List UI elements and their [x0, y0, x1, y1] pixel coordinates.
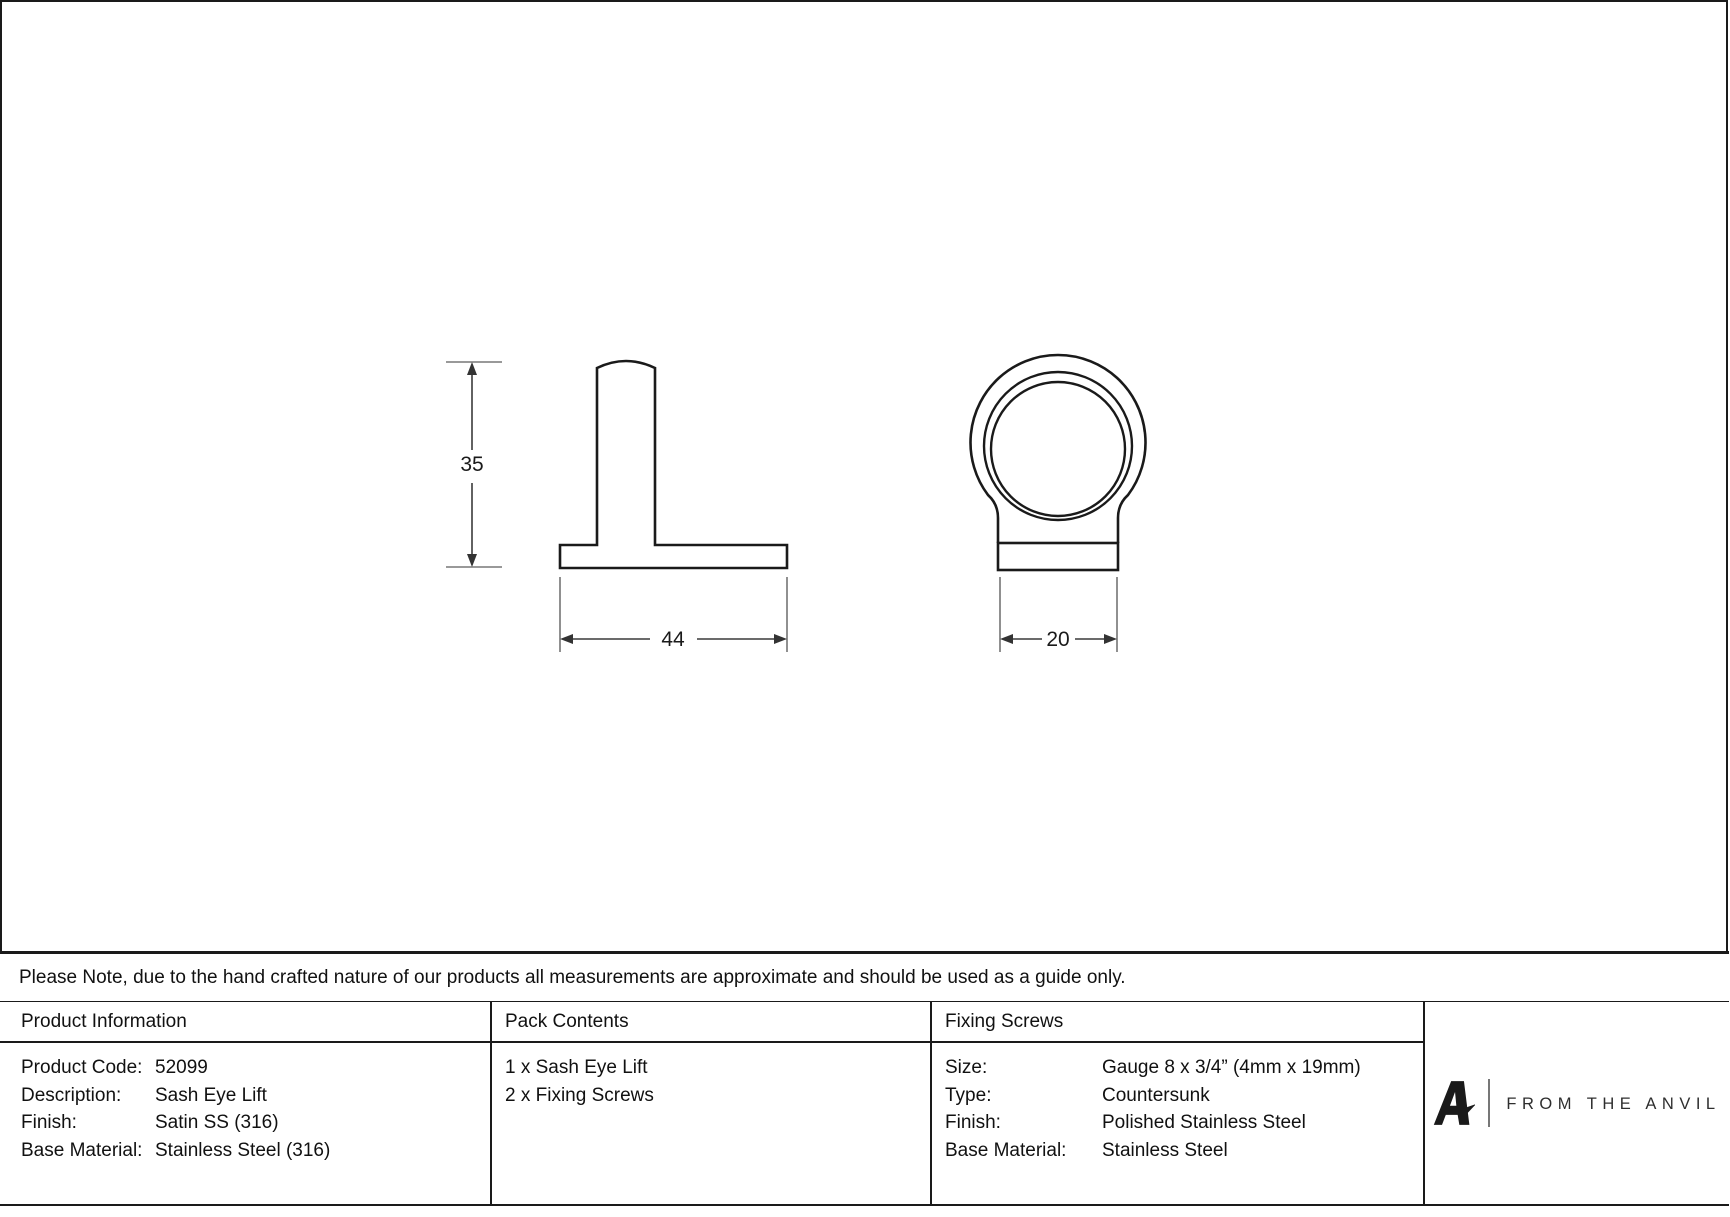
arrow-right-icon — [1104, 634, 1117, 644]
arrow-up-icon — [467, 362, 477, 375]
row-value: Gauge 8 x 3/4” (4mm x 19mm) — [1102, 1057, 1361, 1078]
dimension-height — [446, 362, 502, 567]
row-label: Type: — [945, 1084, 992, 1106]
row-label: Finish: — [21, 1112, 77, 1133]
anvil-a-icon — [1433, 1078, 1475, 1128]
row-value: Polished Stainless Steel — [1102, 1112, 1306, 1133]
row-label: Finish: — [945, 1112, 1001, 1133]
dimension-height-label: 35 — [460, 453, 484, 476]
brand-logo-cell — [1423, 1002, 1729, 1204]
dimension-width-side — [560, 577, 787, 652]
pack-contents-section — [490, 1002, 930, 1204]
measurement-note-row — [0, 951, 1729, 1003]
table-row — [0, 1137, 490, 1165]
row-label: Size: — [945, 1057, 988, 1078]
info-table — [0, 1002, 1729, 1206]
side-view-drawing — [560, 361, 787, 568]
brand-logo — [1433, 1078, 1720, 1128]
arrow-left-icon — [560, 634, 573, 644]
list-item: 1 x Sash Eye Lift — [505, 1057, 648, 1078]
row-label: Description: — [21, 1084, 122, 1106]
pack-contents-header: Pack Contents — [492, 1002, 930, 1043]
row-value: Countersunk — [1102, 1084, 1210, 1106]
table-row — [0, 1082, 490, 1110]
brand-name: FROM THE ANVIL — [1506, 1094, 1721, 1113]
arrow-left-icon — [1000, 634, 1013, 644]
row-label: Base Material: — [945, 1139, 1067, 1161]
table-row — [932, 1109, 1423, 1137]
row-value: Stainless Steel (316) — [155, 1139, 331, 1161]
row-value: Sash Eye Lift — [155, 1084, 267, 1106]
arrow-down-icon — [467, 554, 477, 567]
list-item: 2 x Fixing Screws — [505, 1084, 654, 1106]
front-view-drawing — [971, 355, 1146, 570]
measurement-note: Please Note, due to the hand crafted nature of our products all measurements are approximate and should be used as a guide only. — [19, 966, 1126, 988]
table-row — [932, 1082, 1423, 1110]
arrow-right-icon — [774, 634, 787, 644]
dimension-width-front — [1000, 577, 1117, 652]
logo-divider — [1488, 1079, 1490, 1127]
table-row — [0, 1109, 490, 1137]
product-information-section — [0, 1002, 490, 1204]
row-value: Satin SS (316) — [155, 1112, 279, 1133]
fixing-screws-header: Fixing Screws — [932, 1002, 1423, 1043]
table-row — [932, 1054, 1423, 1082]
dimension-width-front-label: 20 — [1046, 628, 1070, 651]
product-information-header: Product Information — [0, 1002, 490, 1043]
row-value: 52099 — [155, 1057, 208, 1078]
table-row — [0, 1054, 490, 1082]
table-row — [932, 1137, 1423, 1165]
row-value: Stainless Steel — [1102, 1139, 1228, 1161]
fixing-screws-section — [930, 1002, 1423, 1204]
row-label: Base Material: — [21, 1139, 143, 1161]
row-label: Product Code: — [21, 1057, 143, 1078]
dimension-width-side-label: 44 — [661, 628, 685, 651]
